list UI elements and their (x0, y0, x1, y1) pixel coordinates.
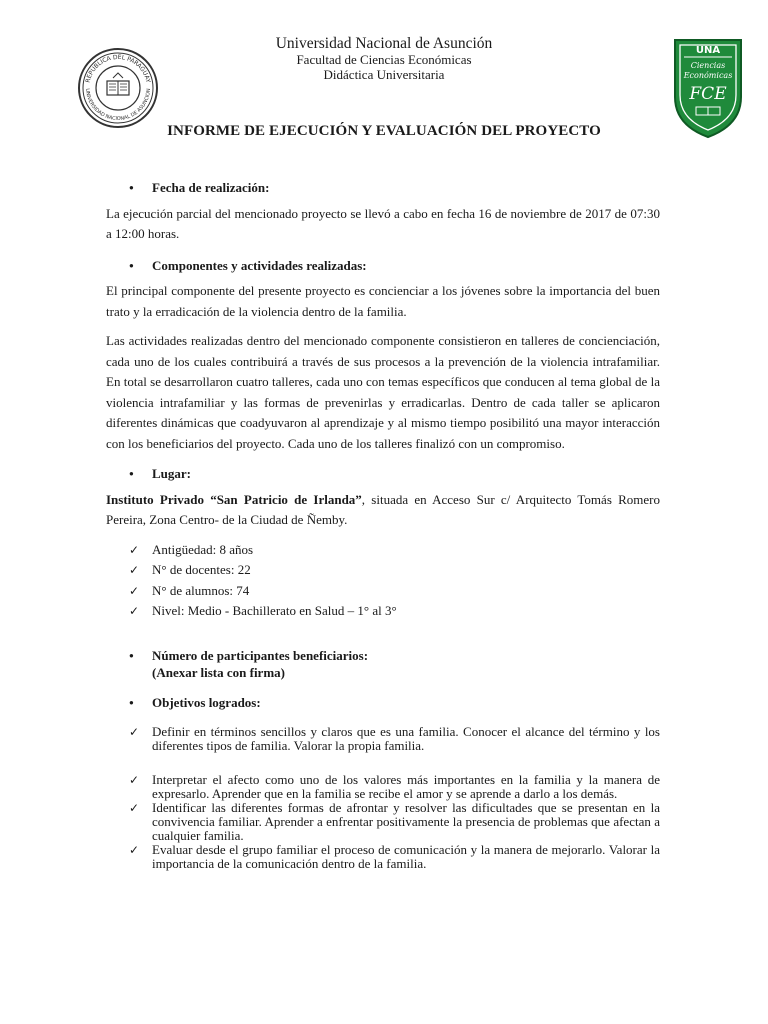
checkmark-icon: ✓ (129, 843, 140, 857)
faculty-name: Facultad de Ciencias Económicas (296, 52, 472, 67)
fecha-text: La ejecución parcial del mencionado proyecto se llevó a cabo en fecha 16 de noviembre de 2017 de 07:30 a 12:00 horas. (106, 205, 660, 241)
svg-text:FCE: FCE (689, 84, 727, 104)
checkmark-icon: ✓ (129, 801, 140, 815)
list-item: ✓ Definir en términos sencillos y claros que es una familia. Conocer el alcance del término y los diferentes tipos de familia. Valorar la propia familia. (129, 724, 660, 753)
componentes-paragraph-1: El principal componente del presente proyecto es concienciar a los jóvenes sobre la importancia del buen trato y la erradicación de la violencia dentro de la familia. (106, 283, 660, 319)
list-item: ✓ Evaluar desde el grupo familiar el proceso de comunicación y la manera de mejorarlo. Valorar la importancia de la comunicación dentro de la familia. (129, 842, 660, 871)
svg-text:Ciencias: Ciencias (690, 61, 726, 70)
svg-text:UNIVERSIDAD NACIONAL DE ASUNCI: UNIVERSIDAD NACIONAL DE ASUNCION (83, 88, 153, 123)
checkmark-icon: ✓ (129, 725, 140, 739)
list-item: ✓ N° de docentes: 22 (106, 560, 660, 581)
department-name: Didáctica Universitaria (323, 67, 445, 82)
section-heading-objetivos: ● Objetivos logrados: (106, 693, 660, 714)
checkmark-icon: ✓ (129, 773, 140, 787)
svg-text:REPUBLICA DEL PARAGUAY: REPUBLICA DEL PARAGUAY (84, 53, 152, 84)
checkmark-icon: ✓ (129, 563, 140, 577)
checkmark-icon: ✓ (129, 604, 140, 618)
section-heading-participantes: ● Número de participantes beneficiarios: (Anexar lista con firma) (106, 647, 660, 681)
lugar-details-list (106, 540, 660, 622)
svg-text:Económicas: Económicas (683, 71, 733, 80)
lugar-text: Instituto Privado “San Patricio de Irlanda”, situada en Acceso Sur c/ Arquitecto Tomás Romero Pereira, Zona Centro- de la Ciudad de Ñemby. (106, 491, 660, 527)
list-item: ✓ Antigüedad: 8 años (106, 540, 660, 561)
document-body (106, 178, 660, 871)
list-item: ✓ N° de alumnos: 74 (106, 581, 660, 602)
list-item: ✓ Nivel: Medio - Bachillerato en Salud – 1° al 3° (106, 601, 660, 622)
section-heading-lugar: ● Lugar: (106, 464, 660, 485)
university-name: Universidad Nacional de Asunción (275, 35, 493, 52)
checkmark-icon: ✓ (129, 583, 140, 598)
document-title: INFORME DE EJECUCIÓN Y EVALUACIÓN DEL PROYECTO (167, 123, 601, 139)
section-heading-componentes: ● Componentes y actividades realizadas: (106, 256, 660, 277)
componentes-paragraph-2: Las actividades realizadas dentro del mencionado componente consistieron en talleres de concienciación, cada uno de los cuales contribuirá a través de sus procesos a la prevención de la violencia intrafamiliar. En total se desarrollaron cuatro talleres, cada uno con temas específicos que conducen al tema global de la violencia intrafamiliar y las formas de prevenirlas y erradicarlas. Dentro de cada taller se aplicaron diferentes dinámicas que coadyuvaron al aprendizaje y al mismo tiempo posibilitó una mayor interacción con los beneficiarios del proyecto. Cada uno de los talleres finalizó con un compromiso. (106, 333, 660, 451)
checkmark-icon: ✓ (129, 542, 140, 557)
svg-text:UNA: UNA (695, 45, 721, 56)
list-item: ✓ Identificar las diferentes formas de afrontar y resolver las dificultades que se presentan en la convivencia familiar. Aprender a enfrentar positivamente la presencia de problemas que afectan a cualquier familia. (129, 800, 660, 843)
list-item: ✓ Interpretar el afecto como uno de los valores más importantes en la familia y la manera de expresarlo. Aprender que en la familia se recibe el amor y se aprende a darlo a los demás. (129, 772, 660, 801)
objetivos-list (106, 725, 660, 871)
section-heading-fecha: ● Fecha de realización: (106, 178, 660, 199)
document-header (0, 30, 768, 123)
